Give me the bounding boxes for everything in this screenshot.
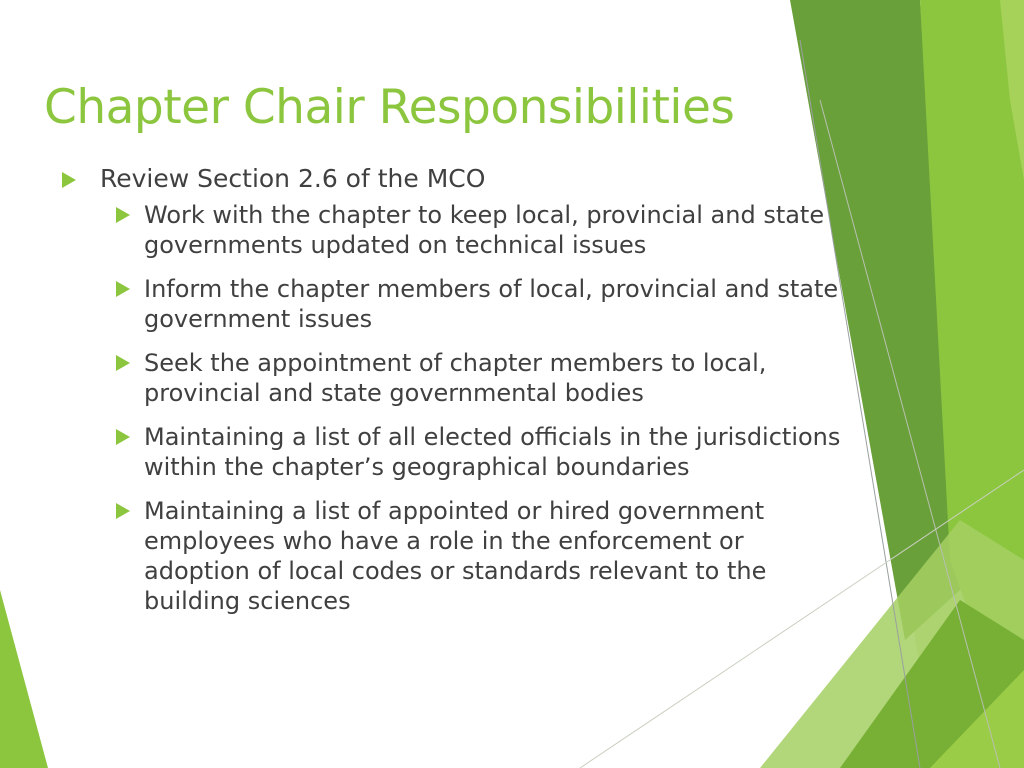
triangle-right-icon (116, 429, 130, 445)
sub-bullet-item (116, 422, 842, 482)
sub-bullet-text: Maintaining a list of all elected officials in the jurisdictions within the chapter’s geographical boundaries (144, 423, 841, 481)
triangle-right-icon (116, 207, 130, 223)
sub-bullet-text: Maintaining a list of appointed or hired government employees who have a role in the enforcement or adoption of local codes or standards relevant to the building sciences (144, 497, 767, 615)
sub-bullet-text: Inform the chapter members of local, provincial and state government issues (144, 275, 839, 333)
sub-bullet-item (116, 348, 842, 408)
bullet-list (62, 164, 842, 630)
triangle-right-icon (62, 172, 76, 188)
sub-bullet-text: Seek the appointment of chapter members to local, provincial and state governmental bodies (144, 349, 767, 407)
main-bullet (62, 164, 842, 616)
triangle-right-icon (116, 281, 130, 297)
sub-bullet-list (116, 200, 842, 616)
triangle-right-icon (116, 503, 130, 519)
sub-bullet-item (116, 274, 842, 334)
main-bullet-text: Review Section 2.6 of the MCO (100, 164, 486, 193)
sub-bullet-text: Work with the chapter to keep local, provincial and state governments updated on technical issues (144, 201, 825, 259)
slide-title: Chapter Chair Responsibilities (44, 80, 735, 135)
triangle-right-icon (116, 355, 130, 371)
left-green-strip (0, 590, 48, 768)
sub-bullet-item (116, 496, 842, 616)
sub-bullet-item (116, 200, 842, 260)
